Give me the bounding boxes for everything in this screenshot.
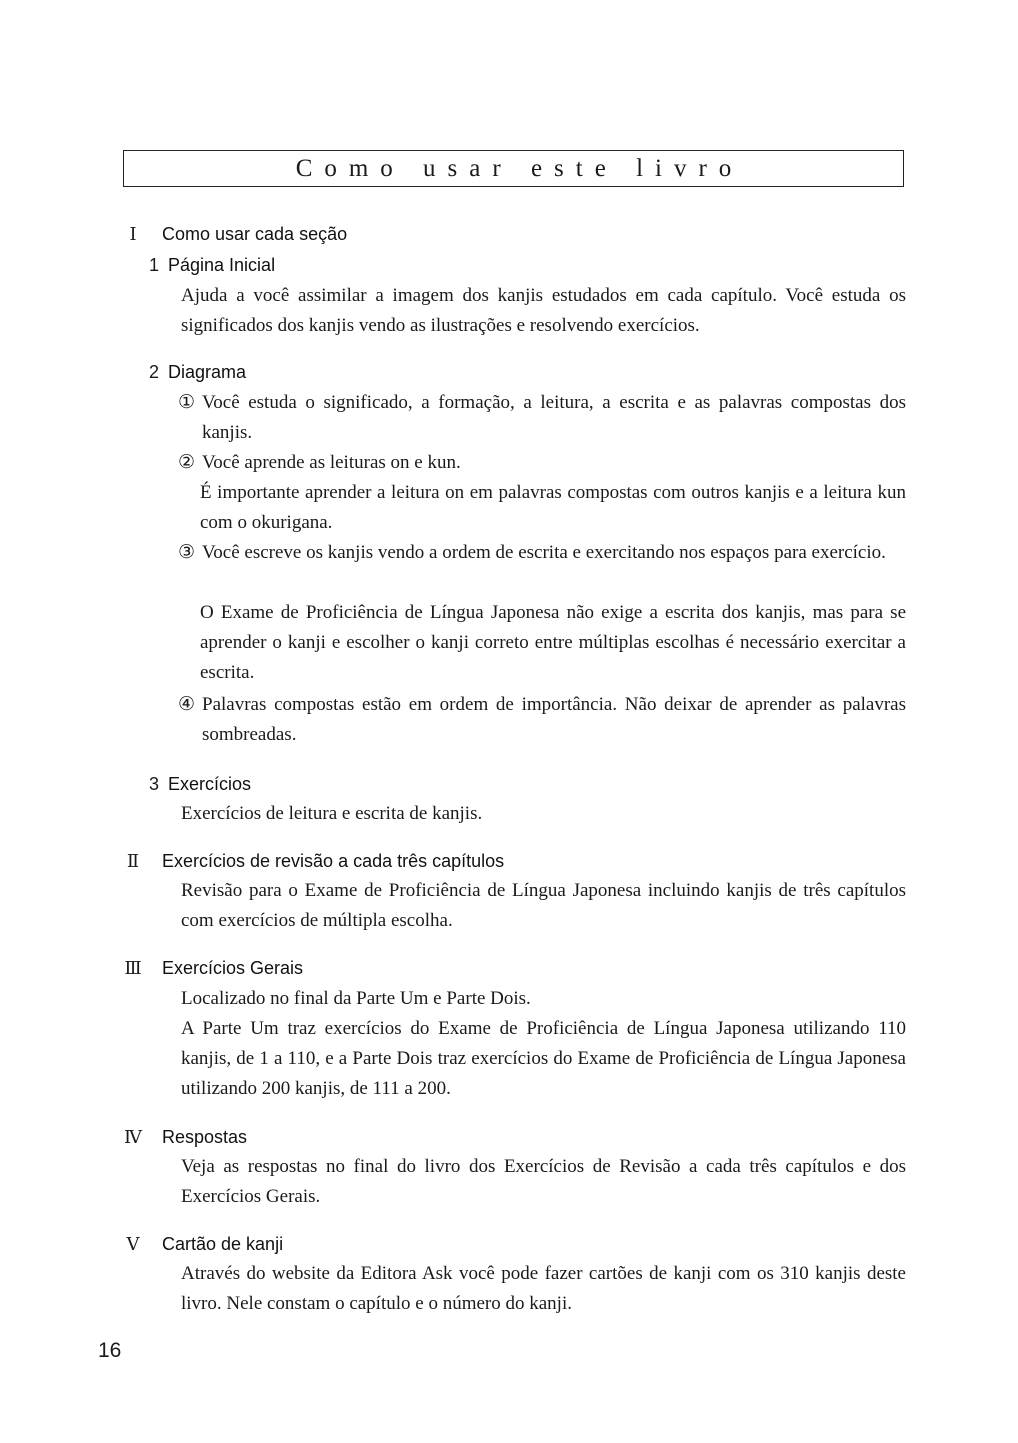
- diagram-item-4-text: Palavras compostas estão em ordem de importância. Não deixar de aprender as palavras sombreadas.: [202, 694, 906, 745]
- diagram-item-2-text: Você aprende as leituras on e kun.: [202, 452, 461, 473]
- section-3-number: Ⅲ: [124, 958, 142, 978]
- diagram-item-4: [178, 690, 906, 750]
- page-number: 16: [98, 1339, 122, 1362]
- diagram-item-3-text: Você escreve os kanjis vendo a ordem de escrita e exercitando nos espaços para exercício.: [202, 542, 886, 563]
- section-4-number: Ⅳ: [124, 1127, 142, 1147]
- section-3-text-1: Localizado no final da Parte Um e Parte Dois.: [181, 988, 531, 1009]
- section-1-number: Ⅰ: [129, 224, 137, 244]
- subsection-2-number: 2: [148, 362, 159, 382]
- diagram-item-2-note: É importante aprender a leitura on em palavras compostas com outros kanjis e a leitura kun com o okurigana.: [200, 482, 906, 533]
- subsection-3-number: 3: [148, 774, 159, 794]
- subsection-1-text: Ajuda a você assimilar a imagem dos kanjis estudados em cada capítulo. Você estuda os significados dos kanjis vendo as ilustrações e resolvendo exercícios.: [181, 285, 906, 336]
- diagram-item-1-text: Você estuda o significado, a formação, a leitura, a escrita e as palavras compostas dos kanjis.: [202, 392, 906, 443]
- section-2-heading: Exercícios de revisão a cada três capítulos: [162, 851, 505, 871]
- circled-number-1: ①: [178, 392, 196, 413]
- diagram-item-3: [178, 538, 906, 568]
- page-title: Como usar este livro: [295, 154, 744, 182]
- section-2-text: Revisão para o Exame de Proficiência de Língua Japonesa incluindo kanjis de três capítulos com exercícios de múltipla escolha.: [181, 880, 906, 931]
- section-3-text-2: A Parte Um traz exercícios do Exame de Proficiência de Língua Japonesa utilizando 110 kanjis, de 1 a 110, e a Parte Dois traz exercícios do Exame de Proficiência de Língua Japonesa utilizando 200 kanjis, de 111 a 200.: [181, 1018, 906, 1099]
- section-5-heading: Cartão de kanji: [162, 1234, 284, 1254]
- section-5-number: Ⅴ: [126, 1234, 140, 1254]
- section-5-text: Através do website da Editora Ask você pode fazer cartões de kanji com os 310 kanjis deste livro. Nele constam o capítulo e o número do kanji.: [181, 1263, 906, 1314]
- section-4-text: Veja as respostas no final do livro dos Exercícios de Revisão a cada três capítulos e dos Exercícios Gerais.: [181, 1156, 906, 1207]
- section-4-heading: Respostas: [162, 1127, 248, 1147]
- subsection-1-number: 1: [148, 255, 159, 275]
- subsection-2-heading: Diagrama: [168, 362, 247, 382]
- circled-number-4: ④: [178, 694, 196, 715]
- diagram-item-3-note: O Exame de Proficiência de Língua Japonesa não exige a escrita dos kanjis, mas para se aprender o kanji e escolher o kanji correto entre múltiplas escolhas é necessário exercitar a escrita.: [200, 602, 906, 683]
- section-3-heading: Exercícios Gerais: [162, 958, 304, 978]
- subsection-3-heading: Exercícios: [168, 774, 252, 794]
- circled-number-2: ②: [178, 452, 196, 473]
- subsection-3-text: Exercícios de leitura e escrita de kanjis.: [181, 803, 483, 824]
- section-1-heading: Como usar cada seção: [162, 224, 348, 244]
- subsection-1-heading: Página Inicial: [168, 255, 276, 275]
- diagram-item-2: [178, 448, 906, 478]
- circled-number-3: ③: [178, 542, 196, 563]
- section-2-number: Ⅱ: [126, 851, 140, 871]
- page-title-box: [123, 150, 904, 187]
- diagram-item-1: [178, 388, 906, 448]
